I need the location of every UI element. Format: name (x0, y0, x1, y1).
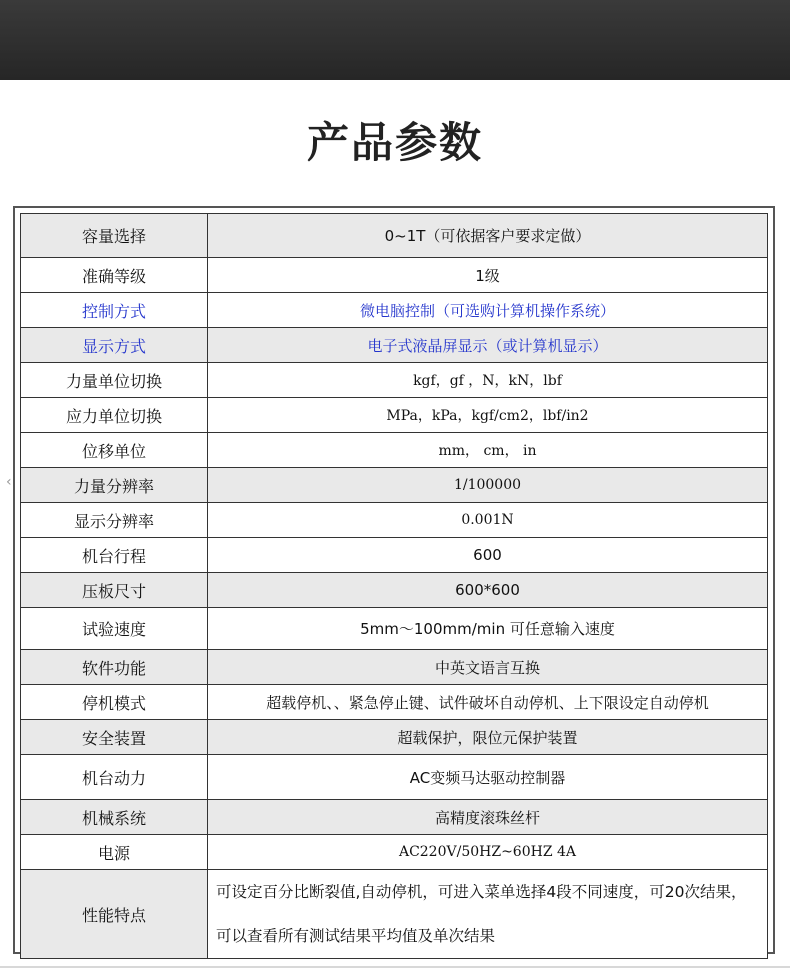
bottom-divider (0, 966, 790, 968)
row-value: 中英文语言互换 (208, 650, 768, 685)
row-value: 600*600 (208, 573, 768, 608)
row-value: 0.001N (208, 503, 768, 538)
table-row (21, 328, 768, 363)
table-row (21, 835, 768, 870)
table-row (21, 608, 768, 650)
table-row (21, 363, 768, 398)
row-value: 1/100000 (208, 468, 768, 503)
row-label: 准确等级 (21, 258, 208, 293)
row-label: 电源 (21, 835, 208, 870)
row-label: 压板尺寸 (21, 573, 208, 608)
table-row (21, 503, 768, 538)
row-value: MPa，kPa，kgf/cm2，lbf/in2 (208, 398, 768, 433)
row-value: 微电脑控制（可选购计算机操作系统） (208, 293, 768, 328)
row-label: 位移单位 (21, 433, 208, 468)
row-value: 高精度滚珠丝杆 (208, 800, 768, 835)
table-row (21, 870, 768, 959)
row-label: 应力单位切换 (21, 398, 208, 433)
row-value: 超载保护，限位元保护装置 (208, 720, 768, 755)
table-row (21, 573, 768, 608)
table-row (21, 433, 768, 468)
row-value: 超载停机、、紧急停止键、试件破坏自动停机、上下限设定自动停机 (208, 685, 768, 720)
row-label: 容量选择 (21, 214, 208, 258)
table-row (21, 468, 768, 503)
row-label: 力量分辨率 (21, 468, 208, 503)
row-label: 显示方式 (21, 328, 208, 363)
row-label: 软件功能 (21, 650, 208, 685)
table-row (21, 538, 768, 573)
row-value: 电子式液晶屏显示（或计算机显示） (208, 328, 768, 363)
table-row (21, 685, 768, 720)
page-title: 产品参数 (306, 118, 483, 167)
table-row (21, 650, 768, 685)
table-row (21, 214, 768, 258)
table-row (21, 800, 768, 835)
row-label: 显示分辨率 (21, 503, 208, 538)
row-value: 600 (208, 538, 768, 573)
row-label: 力量单位切换 (21, 363, 208, 398)
row-value: 5mm～100mm/min 可任意输入速度 (208, 608, 768, 650)
row-value: AC变频马达驱动控制器 (208, 755, 768, 800)
row-label: 停机模式 (21, 685, 208, 720)
row-label: 试验速度 (21, 608, 208, 650)
table-row (21, 293, 768, 328)
spec-table-frame (13, 206, 775, 954)
row-label: 机台行程 (21, 538, 208, 573)
table-row (21, 720, 768, 755)
side-mark: ‹ (6, 474, 12, 490)
table-row (21, 755, 768, 800)
row-label: 机械系统 (21, 800, 208, 835)
table-row (21, 258, 768, 293)
row-label: 性能特点 (21, 870, 208, 959)
spec-table (20, 213, 768, 959)
top-banner (0, 0, 790, 80)
row-value: 0~1T（可依据客户要求定做） (208, 214, 768, 258)
row-label: 安全装置 (21, 720, 208, 755)
row-value: mm， cm， in (208, 433, 768, 468)
table-row (21, 398, 768, 433)
row-label: 控制方式 (21, 293, 208, 328)
row-value: 1级 (208, 258, 768, 293)
row-value: AC220V/50HZ~60HZ 4A (208, 835, 768, 870)
row-value: 可设定百分比断裂值,自动停机，可进入菜单选择4段不同速度，可20次结果，可以查看所有测试结果平均值及单次结果 (208, 870, 768, 959)
row-value: kgf，gf ，N，kN，lbf (208, 363, 768, 398)
row-label: 机台动力 (21, 755, 208, 800)
